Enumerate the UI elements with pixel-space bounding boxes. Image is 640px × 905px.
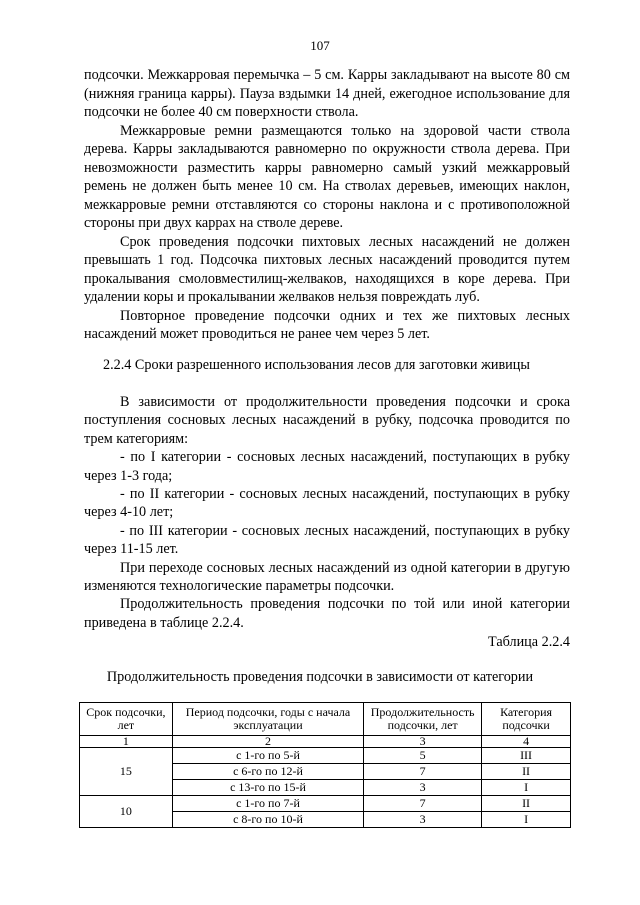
table-cell: 4 bbox=[482, 736, 571, 748]
table-cell: III bbox=[482, 748, 571, 764]
table-row bbox=[80, 748, 571, 764]
table-header-cell: Срок подсочки, лет bbox=[80, 703, 173, 736]
table-cell: с 1-го по 5-й bbox=[172, 748, 363, 764]
table-header-cell: Период подсочки, годы с начала эксплуатации bbox=[172, 703, 363, 736]
table-cell: с 1-го по 7-й bbox=[172, 796, 363, 812]
table-header-cell: Продолжительность подсочки, лет bbox=[364, 703, 482, 736]
body-text-bottom bbox=[84, 393, 570, 632]
table-cell: II bbox=[482, 764, 571, 780]
table-header-cell: Категория подсочки bbox=[482, 703, 571, 736]
table-index-row bbox=[80, 736, 571, 748]
paragraph: Продолжительность проведения подсочки по той или иной категории приведена в таблице 2.2.4. bbox=[84, 596, 570, 631]
page-number: 107 bbox=[310, 38, 330, 53]
paragraph: Повторное проведение подсочки одних и тех же пихтовых лесных насаждений может проводиться не ранее чем через 5 лет. bbox=[84, 307, 570, 342]
table-cell: 10 bbox=[80, 796, 173, 828]
list-item: - по III категории - сосновых лесных насаждений, поступающих в рубку через 11-15 лет. bbox=[84, 522, 570, 558]
body-text-top bbox=[84, 66, 570, 344]
table-label: Таблица 2.2.4 bbox=[488, 634, 570, 650]
table-cell: 5 bbox=[364, 748, 482, 764]
list-item: - по II категории - сосновых лесных насаждений, поступающих в рубку через 4-10 лет; bbox=[84, 486, 570, 521]
table-cell: с 8-го по 10-й bbox=[172, 812, 363, 828]
table-cell: 15 bbox=[80, 748, 173, 796]
table-cell: 7 bbox=[364, 796, 482, 812]
table-cell: 1 bbox=[80, 736, 173, 748]
paragraph: подсочки. Межкарровая перемычка – 5 см. Карры закладывают на высоте 80 см (нижняя граница карры). Пауза вздымки 14 дней, ежегодное использование для подсочки не более 40 см поверхности ствола. bbox=[84, 67, 570, 120]
table-cell: 3 bbox=[364, 736, 482, 748]
table-caption: Продолжительность проведения подсочки в зависимости от категории bbox=[106, 669, 534, 685]
table-header-row bbox=[80, 703, 571, 736]
duration-table bbox=[79, 702, 571, 828]
table-cell: 3 bbox=[364, 812, 482, 828]
paragraph: В зависимости от продолжительности проведения подсочки и срока поступления сосновых лесных насаждений в рубку, подсочка проводится по трем категориям: bbox=[84, 394, 570, 447]
table-cell: II bbox=[482, 796, 571, 812]
table-row bbox=[80, 796, 571, 812]
paragraph: Межкарровые ремни размещаются только на здоровой части ствола дерева. Карры закладываются равномерно по окружности ствола дерева. При невозможности разместить карры равномерно самый узкий межкарровый ремень не должен быть менее 10 см. На стволах деревьев, имеющих наклон, межкарровые ремни отставляются со стороны наклона и с противоположной стороны при двух каррах на стволе дереве. bbox=[84, 122, 570, 231]
table-cell: с 6-го по 12-й bbox=[172, 764, 363, 780]
table-cell: I bbox=[482, 812, 571, 828]
paragraph: При переходе сосновых лесных насаждений из одной категории в другую изменяются технологические параметры подсочки. bbox=[84, 559, 570, 595]
section-heading: 2.2.4 Сроки разрешенного использования лесов для заготовки живицы bbox=[103, 357, 530, 373]
table-cell: с 13-го по 15-й bbox=[172, 780, 363, 796]
table-cell: 2 bbox=[172, 736, 363, 748]
list-item: - по I категории - сосновых лесных насаждений, поступающих в рубку через 1-3 года; bbox=[84, 449, 570, 484]
paragraph: Срок проведения подсочки пихтовых лесных насаждений не должен превышать 1 год. Подсочка пихтовых лесных насаждений проводится путем прокалывания смоловместилищ-желваков, находящихся в коре дерева. При удалении коры и прокалывании желваков нельзя повреждать луб. bbox=[84, 233, 570, 305]
table-cell: I bbox=[482, 780, 571, 796]
table-cell: 7 bbox=[364, 764, 482, 780]
table-cell: 3 bbox=[364, 780, 482, 796]
